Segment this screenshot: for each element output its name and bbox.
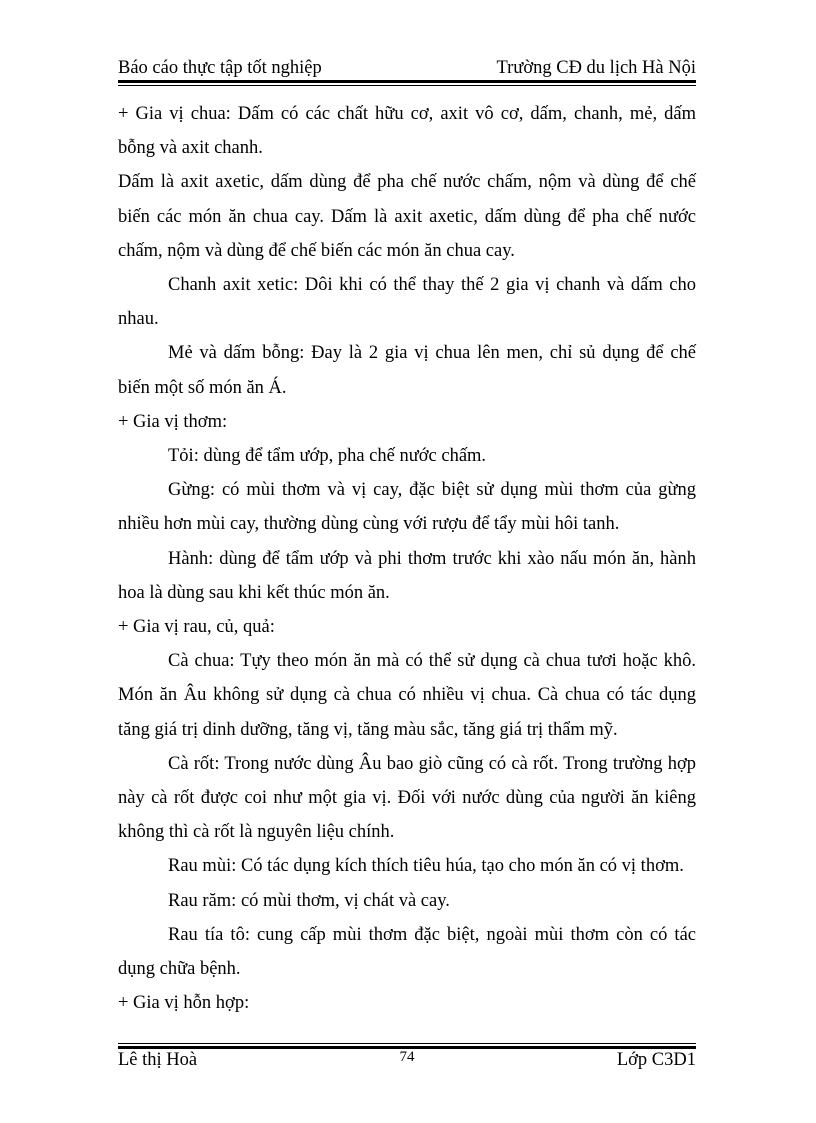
page-footer (118, 1050, 696, 1074)
paragraph-fermented-rice: Mẻ và dấm bỗng: Đay là 2 gia vị chua lên men, chỉ sủ dụng để chế biến một số món ăn Á. (118, 343, 696, 398)
paragraph-carrot: Cà rốt: Trong nước dùng Âu bao giò cũng có cà rốt. Trong trường hợp này cà rốt được coi như một gia vị. Đối với nước dùng của người ăn kiêng không thì cà rốt là nguyên liệu chính. (118, 753, 696, 843)
paragraph-lime: Chanh axit xetic: Dôi khi có thể thay thế 2 gia vị chanh và dấm cho nhau. (118, 275, 696, 330)
paragraph-perilla: Rau tía tô: cung cấp mùi thơm đặc biệt, ngoài mùi thơm còn có tác dụng chữa bệnh. (118, 924, 696, 980)
paragraph-aromatic-spices-heading: + Gia vị thơm: (118, 411, 228, 432)
paragraph-sour-spices: + Gia vị chua: Dấm có các chất hữu cơ, axit vô cơ, dấm, chanh, mẻ, dấm bỗng và axit chanh. (118, 104, 696, 159)
page-body (118, 97, 696, 1020)
paragraph-coriander: Rau mùi: Có tác dụng kích thích tiêu húa, tạo cho món ăn có vị thơm. (168, 856, 684, 877)
page-header (118, 53, 696, 79)
paragraph-garlic: Tỏi: dùng để tẩm ướp, pha chế nước chấm. (168, 446, 487, 467)
paragraph-ginger: Gừng: có mùi thơm và vị cay, đặc biệt sử dụng mùi thơm của gừng nhiều hơn mùi cay, thường dùng cùng với rượu để tẩy mùi hôi tanh. (118, 480, 696, 535)
paragraph-onion: Hành: dùng để tẩm ướp và phi thơm trước khi xào nấu món ăn, hành hoa là dùng sau khi kết thúc món ăn. (118, 548, 696, 603)
page-number: 74 (399, 1049, 415, 1065)
header-rule-thin (118, 85, 696, 86)
footer-rule-thin (118, 1043, 696, 1044)
header-school-name: Trường CĐ du lịch Hà Nội (496, 58, 696, 78)
paragraph-mixed-spices-heading: + Gia vị hỗn hợp: (118, 993, 250, 1014)
paragraph-vinegar: Dấm là axit axetic, dấm dùng để pha chế nước chấm, nộm và dùng để chế biến các món ăn chua cay. Dấm là axit axetic, dấm dùng để pha chế nước chấm, nộm và dùng để chế biến các món ăn chua cay. (118, 172, 696, 261)
paragraph-vietnamese-coriander: Rau răm: có mùi thơm, vị chát và cay. (168, 890, 450, 911)
footer-author: Lê thị Hoà (118, 1050, 198, 1070)
header-rule (118, 80, 696, 83)
paragraph-vegetable-spices-heading: + Gia vị rau, củ, quả: (118, 617, 275, 638)
paragraph-tomato: Cà chua: Tựy theo món ăn mà có thể sử dụng cà chua tươi hoặc khô. Món ăn Âu không sử dụng cà chua có nhiều vị chua. Cà chua có tác dụng tăng giá trị dinh dưỡng, tăng vị, tăng màu sắc, tăng giá trị thẩm mỹ. (118, 651, 696, 740)
footer-class: Lớp C3D1 (616, 1050, 696, 1070)
header-report-title: Báo cáo thực tập tốt nghiệp (118, 58, 322, 78)
